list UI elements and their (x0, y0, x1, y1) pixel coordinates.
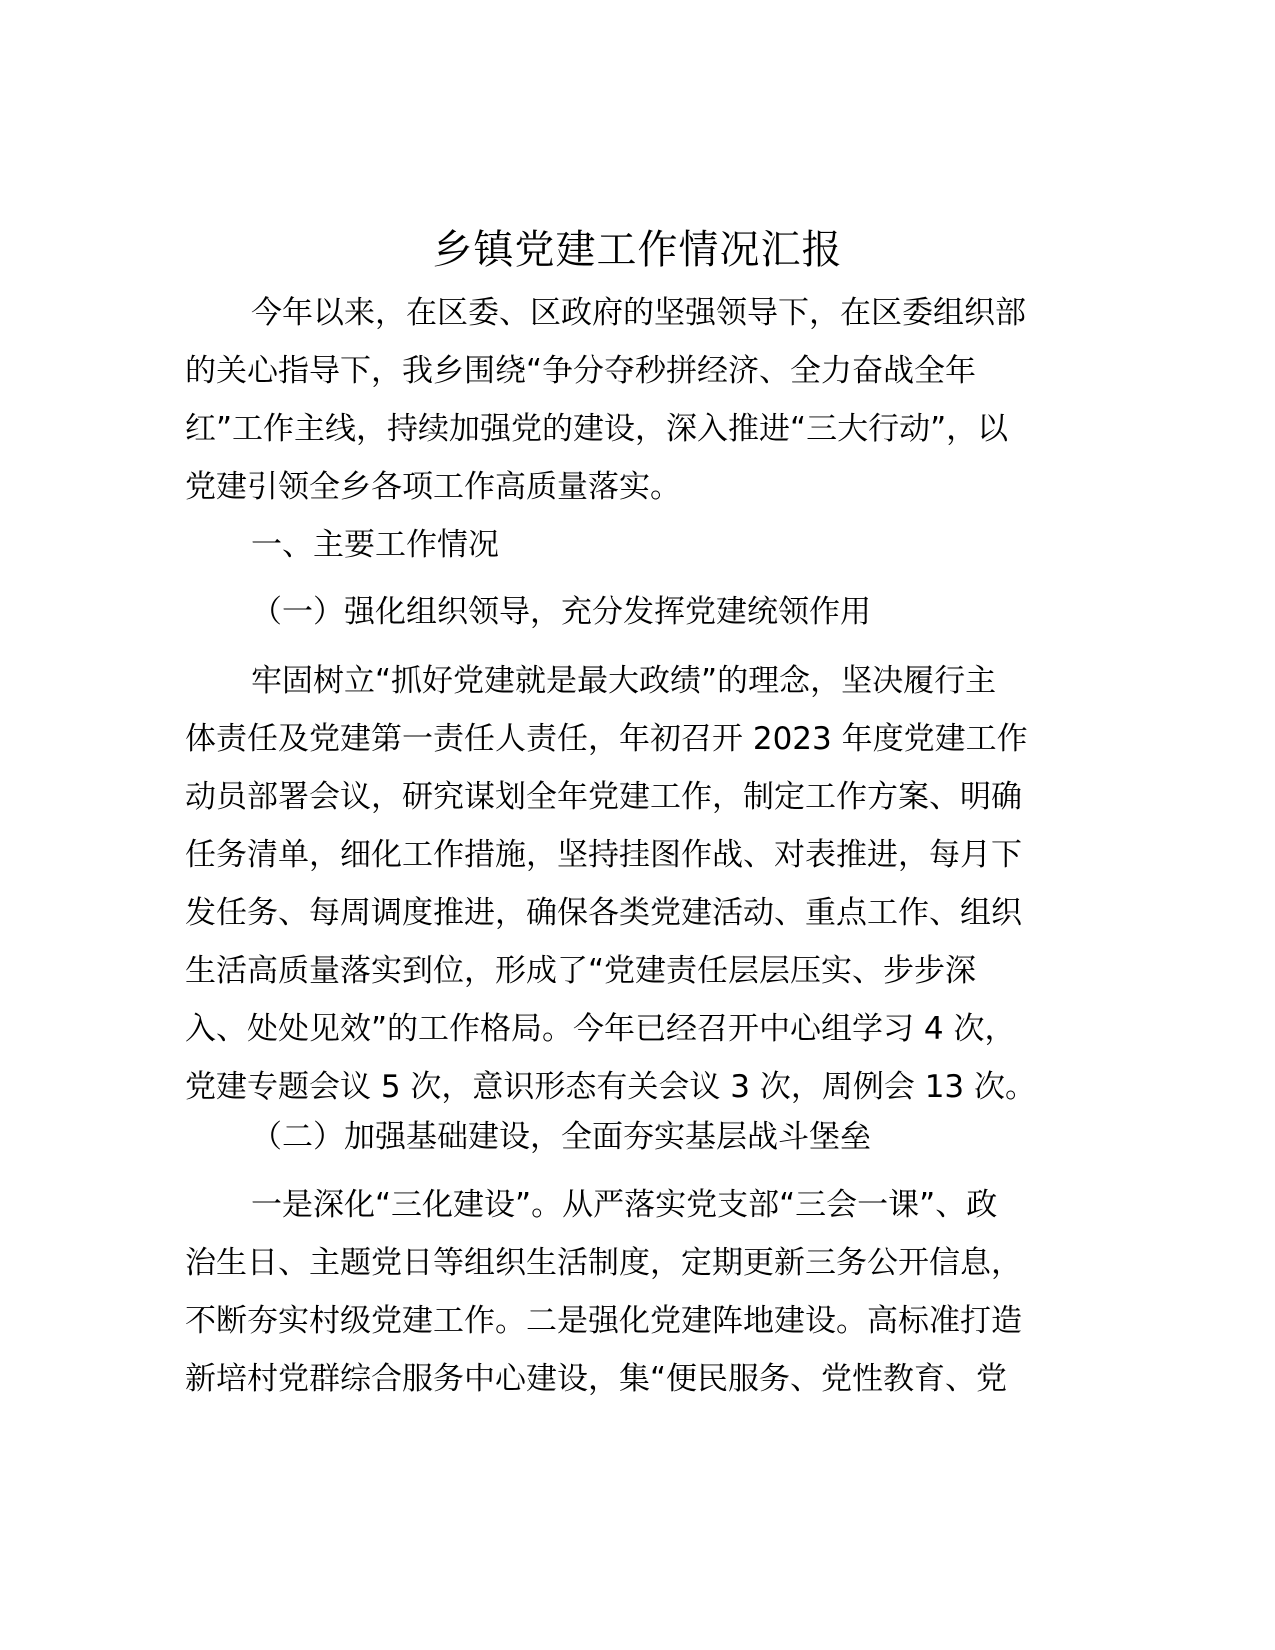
paragraph-line: 的关心指导下，我乡围绕“争分夺秒拼经济、全力奋战全年 (185, 353, 977, 389)
paragraph-line: 新培村党群综合服务中心建设，集“便民服务、党性教育、党 (185, 1361, 1008, 1397)
paragraph-line: 今年以来，在区委、区政府的坚强领导下，在区委组织部 (251, 295, 1026, 331)
subsection-2-paragraph (185, 1176, 1085, 1408)
paragraph-line: 红”工作主线，持续加强党的建设，深入推进“三大行动”，以 (185, 411, 1009, 447)
paragraph-line: 牢固树立“抓好党建就是最大政绩”的理念，坚决履行主 (251, 663, 997, 699)
subsection-1-paragraph (185, 652, 1085, 1116)
paragraph-line: 党建专题会议 5 次，意识形态有关会议 3 次，周例会 13 次。 (185, 1069, 1037, 1105)
section-heading-text: 一、主要工作情况 (251, 527, 499, 563)
paragraph-line: 动员部署会议，研究谋划全年党建工作，制定工作方案、明确 (185, 779, 1022, 815)
subsection-heading-text: （二）加强基础建设，全面夯实基层战斗堡垒 (251, 1119, 871, 1155)
document-title: 乡镇党建工作情况汇报 (432, 227, 843, 273)
section-heading (185, 516, 1085, 574)
paragraph-line: 不断夯实村级党建工作。二是强化党建阵地建设。高标准打造 (185, 1303, 1022, 1339)
paragraph-line: 入、处处见效”的工作格局。今年已经召开中心组学习 4 次， (185, 1011, 1016, 1047)
subsection-heading (185, 1108, 1085, 1166)
paragraph-line: 发任务、每周调度推进，确保各类党建活动、重点工作、组织 (185, 895, 1022, 931)
paragraph-line: 生活高质量落实到位，形成了“党建责任层层压实、步步深 (185, 953, 977, 989)
subsection-heading (185, 583, 1085, 641)
paragraph-line: 任务清单，细化工作措施，坚持挂图作战、对表推进，每月下 (185, 837, 1022, 873)
paragraph-line: 一是深化“三化建设”。从严落实党支部“三会一课”、政 (251, 1187, 998, 1223)
paragraph-line: 治生日、主题党日等组织生活制度，定期更新三务公开信息， (185, 1245, 1022, 1281)
intro-paragraph (185, 284, 1085, 516)
paragraph-line: 体责任及党建第一责任人责任，年初召开 2023 年度党建工作 (185, 721, 1028, 757)
paragraph-line: 党建引领全乡各项工作高质量落实。 (185, 469, 681, 505)
subsection-heading-text: （一）强化组织领导，充分发挥党建统领作用 (251, 594, 871, 630)
